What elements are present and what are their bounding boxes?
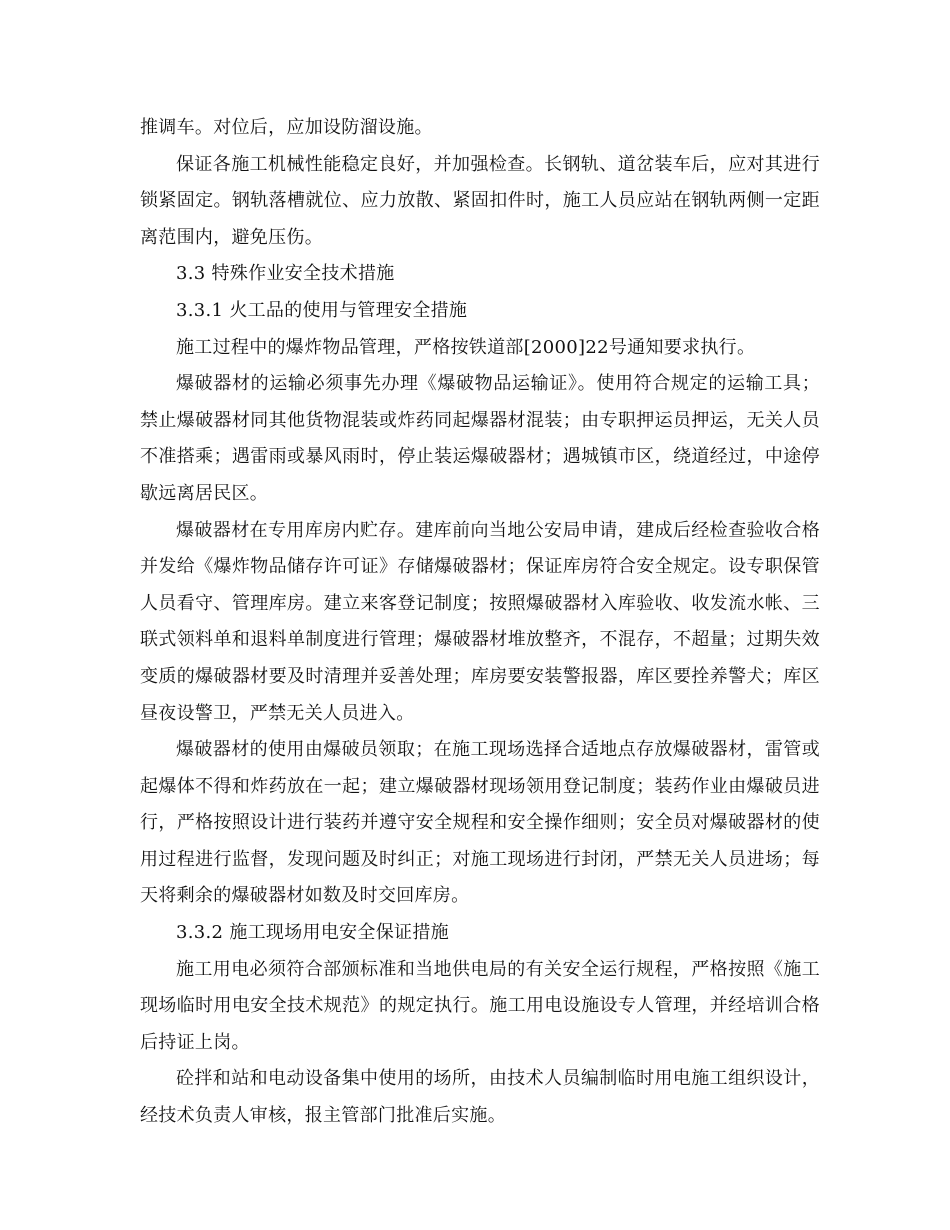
section-heading-3-3-2: 3.3.2 施工现场用电安全保证措施 [176,922,449,944]
section-heading-3-3-1: 3.3.1 火工品的使用与管理安全措施 [176,299,468,321]
paragraph-electricity-standards: 施工用电必须符合部颁标准和当地供电局的有关安全运行规程，严格按照《施工现场临时用电安全技术规范》的规定执行。施工用电设施设专人管理，并经培训合格后持证上岗。 [140,958,820,1053]
paragraph-explosives-management: 施工过程中的爆炸物品管理，严格按铁道部[2000]22号通知要求执行。 [176,336,756,358]
paragraph-explosives-storage: 爆破器材在专用库房内贮存。建库前向当地公安局申请，建成后经检查验收合格并发给《爆炸物品储存许可证》存储爆破器材；保证库房符合安全规定。设专职保管人员看守、管理库房。建立来客登记制度；按照爆破器材入库验收、收发流水帐、三联式领料单和退料单制度进行管理；爆破器材堆放整齐，不混存，不超量；过期失效变质的爆破器材要及时清理并妥善处理；库房要安装警报器，库区要拴养警犬；库区昼夜设警卫，严禁无关人员进入。 [140,519,820,724]
paragraph-explosives-usage: 爆破器材的使用由爆破员领取；在施工现场选择合适地点存放爆破器材，雷管或起爆体不得和炸药放在一起；建立爆破器材现场领用登记制度；装药作业由爆破员进行，严格按照设计进行装药并遵守安全规程和安全操作细则；安全员对爆破器材的使用过程进行监督，发现问题及时纠正；对施工现场进行封闭，严禁无关人员进场；每天将剩余的爆破器材如数及时交回库房。 [140,739,820,907]
paragraph-machinery-check: 保证各施工机械性能稳定良好，并加强检查。长钢轨、道岔装车后，应对其进行锁紧固定。钢轨落槽就位、应力放散、紧固扣件时，施工人员应站在钢轨两侧一定距离范围内，避免压伤。 [140,153,820,248]
paragraph-shunting-continuation: 推调车。对位后，应加设防溜设施。 [140,117,433,138]
paragraph-explosives-transport: 爆破器材的运输必须事先办理《爆破物品运输证》。使用符合规定的运输工具；禁止爆破器材同其他货物混装或炸药同起爆器材混装；由专职押运员押运，无关人员不准搭乘；遇雷雨或暴风雨时，停止装运爆破器材；遇城镇市区，绕道经过，中途停歇远离居民区。 [140,373,820,504]
paragraph-electricity-design: 砼拌和站和电动设备集中使用的场所，由技术人员编制临时用电施工组织设计，经技术负责人审核，报主管部门批准后实施。 [140,1068,820,1127]
document-page [140,110,820,1135]
section-heading-3-3: 3.3 特殊作业安全技术措施 [176,263,395,285]
